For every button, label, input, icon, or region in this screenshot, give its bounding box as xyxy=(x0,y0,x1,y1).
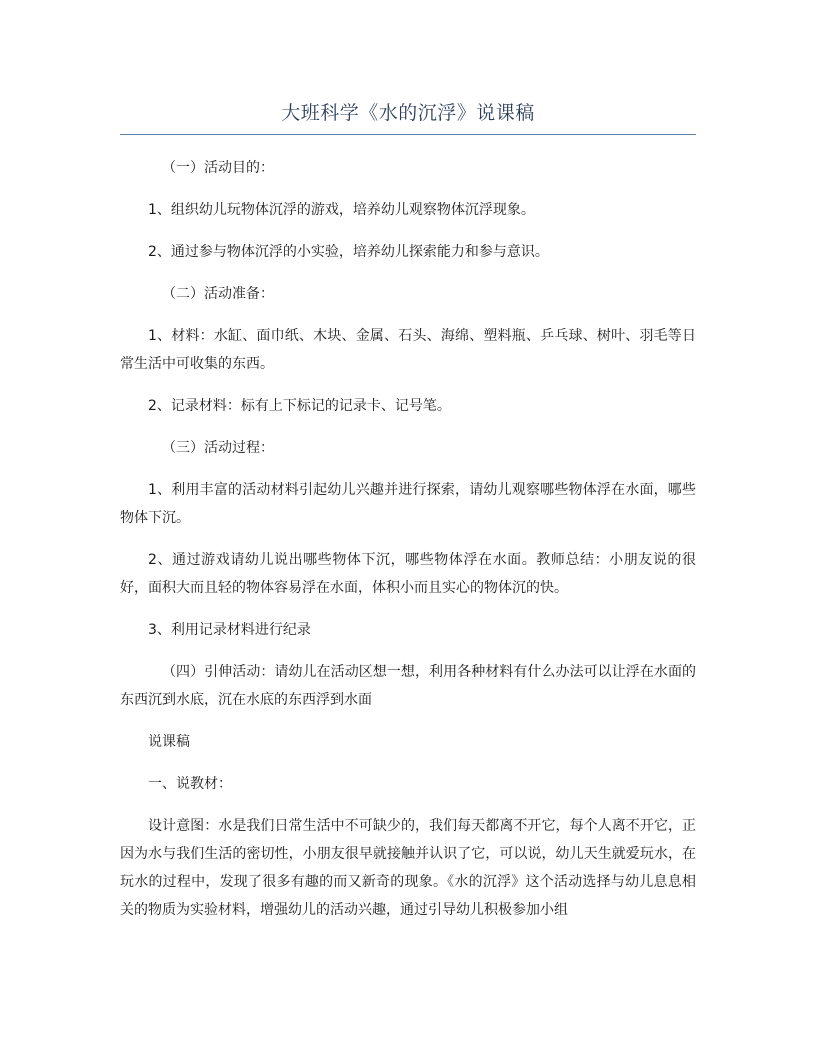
paragraph: 1、材料：水缸、面巾纸、木块、金属、石头、海绵、塑料瓶、乒乓球、树叶、羽毛等日常生活中可收集的东西。 xyxy=(120,328,696,372)
paragraph: 2、通过参与物体沉浮的小实验，培养幼儿探索能力和参与意识。 xyxy=(148,244,549,260)
document-title: 大班科学《水的沉浮》说课稿 xyxy=(281,102,535,124)
paragraph: 2、记录材料：标有上下标记的记录卡、记号笔。 xyxy=(148,398,451,414)
title-divider xyxy=(120,134,696,135)
section-heading-process: （三）活动过程： xyxy=(162,440,274,456)
section-heading-extension: （四）引伸活动：请幼儿在活动区想一想，利用各种材料有什么办法可以让浮在水面的东西沉到水底，沉在水底的东西浮到水面 xyxy=(120,664,696,708)
section-heading-materials: 一、说教材： xyxy=(148,776,232,792)
section-heading-preparation: （二）活动准备： xyxy=(162,286,274,302)
section-heading-lecture: 说课稿 xyxy=(148,734,190,750)
paragraph: 3、利用记录材料进行纪录 xyxy=(148,622,311,638)
paragraph: 1、组织幼儿玩物体沉浮的游戏，培养幼儿观察物体沉浮现象。 xyxy=(148,202,535,218)
paragraph: 2、通过游戏请幼儿说出哪些物体下沉，哪些物体浮在水面。教师总结：小朋友说的很好，面积大而且轻的物体容易浮在水面，体积小而且实心的物体沉的快。 xyxy=(120,552,696,596)
paragraph: 设计意图：水是我们日常生活中不可缺少的，我们每天都离不开它，每个人离不开它，正因为水与我们生活的密切性，小朋友很早就接触并认识了它，可以说，幼儿天生就爱玩水，在玩水的过程中，发现了很多有趣的而又新奇的现象。《水的沉浮》这个活动选择与幼儿息息相关的物质为实验材料，增强幼儿的活动兴趣，通过引导幼儿积极参加小组 xyxy=(120,818,696,918)
paragraph: 1、利用丰富的活动材料引起幼儿兴趣并进行探索，请幼儿观察哪些物体浮在水面，哪些物体下沉。 xyxy=(120,482,696,526)
document-body xyxy=(120,154,696,938)
section-heading-objectives: （一）活动目的： xyxy=(162,160,274,176)
